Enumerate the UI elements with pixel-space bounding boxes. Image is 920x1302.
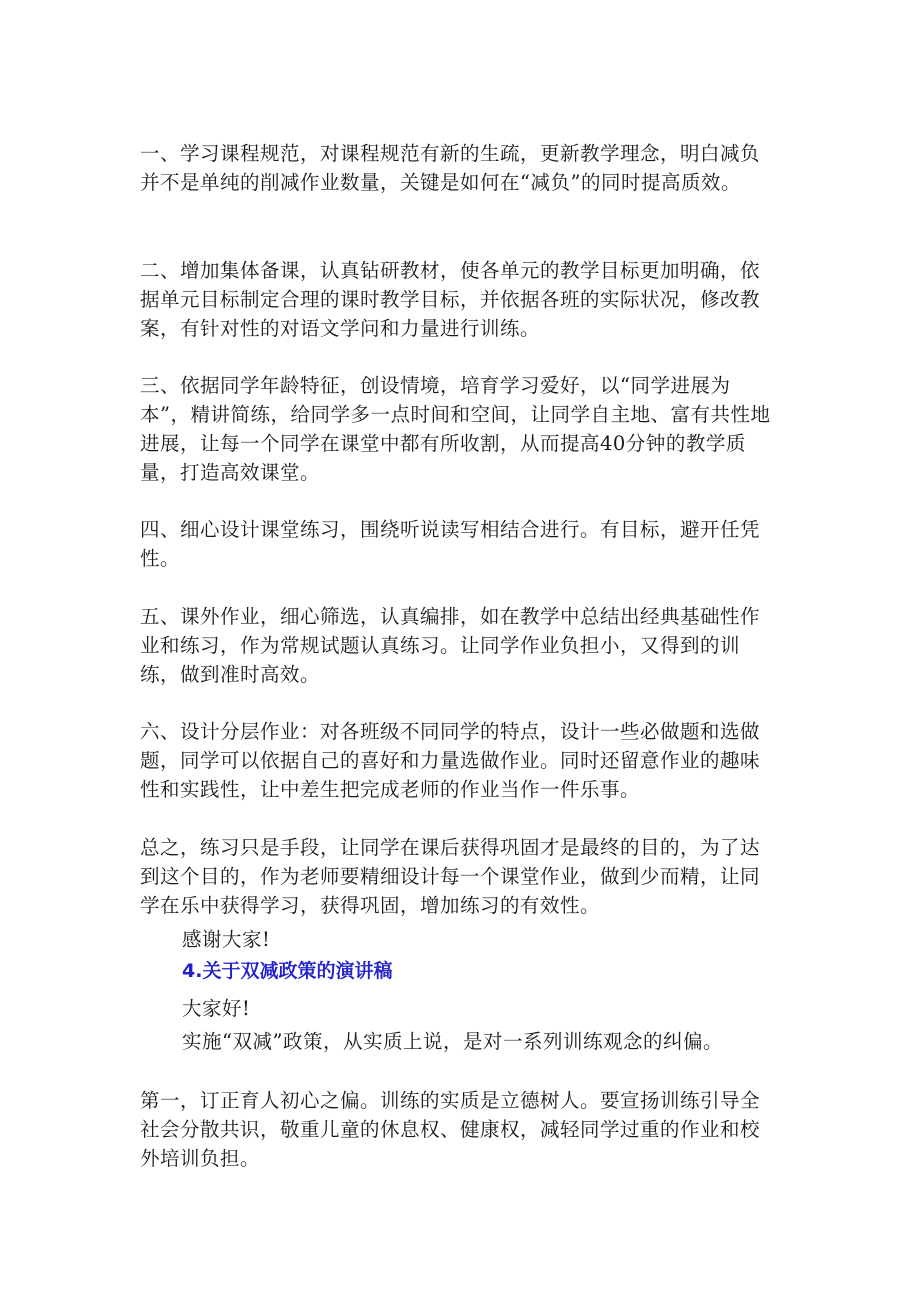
intro-line: 实施“双减”政策，从实质上说，是对一系列训练观念的纠偏。 bbox=[182, 1030, 723, 1053]
paragraph-3: 三、依据同学年龄特征，创设情境，培育学习爱好，以“同学进展为本”，精讲简练，给同学多一点时间和空间，让同学自主地、富有共性地进展，让每一个同学在课堂中都有所收割，从而提高40分钟的教学质量，打造高效课堂。 bbox=[140, 374, 771, 484]
paragraph-1: 一、学习课程规范，对课程规范有新的生疏，更新教学理念，明白减负并不是单纯的削减作业数量，关键是如何在“减负”的同时提高质效。 bbox=[140, 142, 761, 194]
greeting-line: 大家好! bbox=[182, 997, 251, 1020]
paragraph-7: 总之，练习只是手段，让同学在课后获得巩固才是最终的目的，为了达到这个目的，作为老师要精细设计每一个课堂作业，做到少而精，让同学在乐中获得学习，获得巩固，增加练习的有效性。 bbox=[140, 836, 761, 917]
paragraph-5: 五、课外作业，细心筛选，认真编排，如在教学中总结出经典基础性作业和练习，作为常规试题认真练习。让同学作业负担小，又得到的训练，做到准时高效。 bbox=[140, 605, 761, 686]
paragraph-6: 六、设计分层作业：对各班级不同同学的特点，设计一些必做题和选做题，同学可以依据自己的喜好和力量选做作业。同时还留意作业的趣味性和实践性，让中差生把完成老师的作业当作一件乐事。 bbox=[140, 720, 761, 801]
paragraph-4: 四、细心设计课堂练习，围绕听说读写相结合进行。有目标，避开任凭性。 bbox=[140, 518, 761, 570]
section-heading: 4.关于双减政策的演讲稿 bbox=[182, 960, 393, 982]
document-page bbox=[140, 0, 772, 1302]
first-point-paragraph: 第一，订正育人初心之偏。训练的实质是立德树人。要宣扬训练引导全社会分散共识，敬重儿童的休息权、健康权，减轻同学过重的作业和校外培训负担。 bbox=[140, 1089, 761, 1170]
paragraph-2: 二、增加集体备课，认真钻研教材，使各单元的教学目标更加明确，依据单元目标制定合理的课时教学目标，并依据各班的实际状况，修改教案，有针对性的对语文学问和力量进行训练。 bbox=[140, 259, 761, 340]
thanks-line: 感谢大家! bbox=[182, 928, 271, 951]
